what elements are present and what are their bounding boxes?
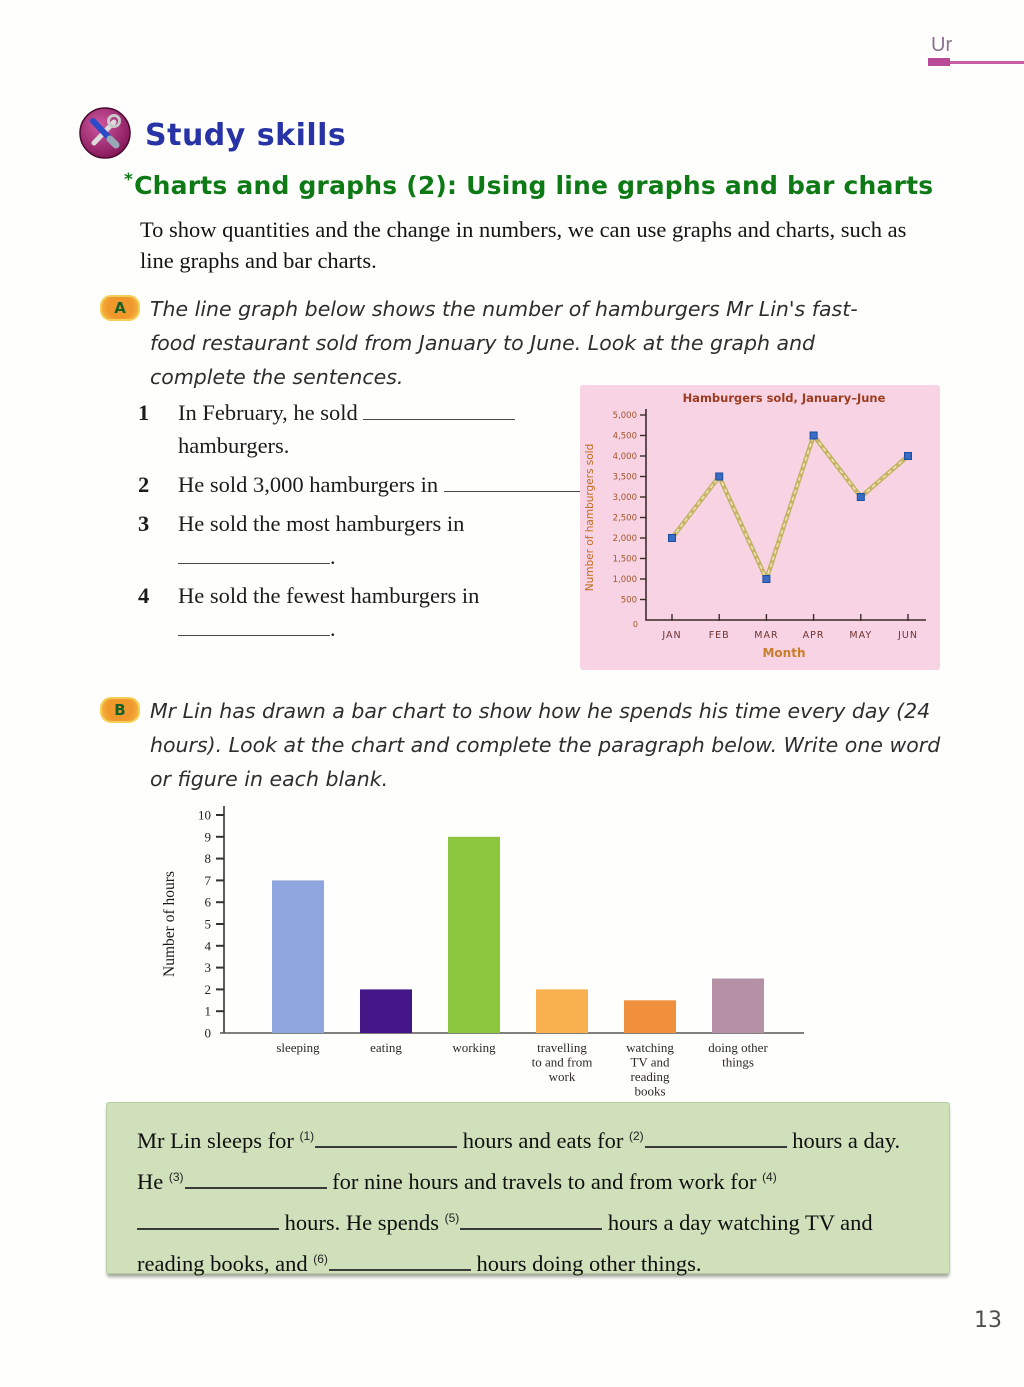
svg-text:doing other: doing other [708, 1040, 768, 1055]
svg-text:2,000: 2,000 [612, 534, 637, 544]
unit-header [928, 34, 1024, 66]
svg-text:0: 0 [632, 620, 638, 629]
svg-text:watching: watching [626, 1040, 674, 1055]
svg-text:books: books [634, 1083, 666, 1099]
svg-text:Month: Month [762, 646, 806, 660]
svg-text:1: 1 [204, 1003, 211, 1019]
unit-rule-block [928, 58, 950, 66]
question-number: 2 [138, 472, 150, 497]
answer-blank [363, 397, 515, 421]
blank-number: (6) [313, 1252, 328, 1266]
svg-text:to and from: to and from [531, 1054, 593, 1070]
svg-text:APR: APR [802, 630, 825, 641]
unit-rule [928, 58, 1024, 66]
answer-blank [185, 1165, 327, 1190]
svg-text:10: 10 [198, 807, 211, 823]
svg-text:JUN: JUN [898, 630, 918, 641]
answer-blank [137, 1206, 279, 1231]
svg-text:work: work [548, 1069, 576, 1084]
blank-number: (5) [444, 1211, 460, 1225]
gap-fill-paragraph: Mr Lin sleeps for $^{(1)}$ hours and eats for $^{(2)}$ hours a day. He $^{(3)}$ for nine hours and travels to and from work for $^{(4)}$ hours. He spends $^{(5)}$ hours a day watching TV and reading books, and $^{(6)}$ hours doing other things. [137, 1118, 905, 1282]
question-item [138, 396, 608, 462]
svg-text:sleeping: sleeping [276, 1040, 320, 1055]
svg-text:1,500: 1,500 [612, 554, 637, 565]
answer-blank [329, 1247, 471, 1272]
unit-rule-line [950, 61, 1024, 64]
svg-text:5,000: 5,000 [612, 411, 637, 421]
paragraph-box [106, 1102, 950, 1274]
heading-asterisk: * [124, 170, 134, 190]
svg-text:reading: reading [630, 1069, 670, 1084]
answer-blank [645, 1124, 787, 1149]
svg-text:MAR: MAR [754, 630, 779, 641]
svg-text:eating: eating [370, 1040, 402, 1055]
svg-text:Number of hours: Number of hours [161, 871, 178, 977]
lesson-heading-text: Charts and graphs (2): Using line graphs and bar charts [134, 171, 934, 200]
svg-text:8: 8 [204, 851, 211, 867]
question-number: 4 [138, 583, 150, 608]
question-text: He sold 3,000 hamburgers in [178, 468, 606, 501]
svg-text:3: 3 [204, 960, 211, 976]
page-number: 13 [974, 1308, 1002, 1333]
question-text: He sold the fewest hamburgers in . [178, 583, 480, 641]
svg-text:6: 6 [204, 894, 211, 910]
svg-text:TV and: TV and [630, 1054, 670, 1070]
svg-text:working: working [452, 1040, 496, 1055]
svg-text:500: 500 [620, 595, 637, 606]
study-skills-header [78, 106, 346, 165]
svg-text:0: 0 [204, 1025, 211, 1041]
answer-blank [460, 1206, 602, 1231]
unit-label: Ur [931, 34, 953, 56]
svg-text:2,500: 2,500 [612, 513, 637, 524]
answer-blank [315, 1124, 457, 1149]
hours-bar-chart [112, 786, 812, 1102]
answer-blank [178, 541, 330, 565]
svg-text:Number of hamburgers sold: Number of hamburgers sold [584, 443, 596, 592]
svg-text:JAN: JAN [662, 630, 682, 641]
svg-text:MAY: MAY [849, 630, 873, 641]
section-b-badge: B [100, 697, 140, 723]
svg-text:9: 9 [204, 829, 211, 845]
section-b [100, 694, 950, 796]
study-skills-title: Study skills [145, 118, 347, 153]
svg-text:3,500: 3,500 [612, 472, 637, 483]
question-list [138, 396, 608, 651]
svg-text:4,000: 4,000 [612, 452, 637, 462]
section-a-badge: A [100, 295, 140, 321]
hamburgers-line-chart [580, 385, 940, 670]
question-number: 1 [138, 400, 150, 425]
question-text: He sold the most hamburgers in . [178, 511, 465, 569]
crossed-tools-icon [78, 106, 132, 165]
answer-blank [444, 469, 596, 493]
question-number: 3 [138, 511, 150, 536]
lesson-heading [124, 170, 933, 200]
blank-number: (3) [168, 1170, 184, 1184]
blank-number: (2) [628, 1129, 644, 1143]
svg-text:3,000: 3,000 [612, 493, 637, 503]
svg-text:5: 5 [204, 916, 211, 932]
section-b-instructions: Mr Lin has drawn a bar chart to show how he spends his time every day (24 hours). Look at the chart and complete the paragraph below. Write one word or figure in each blank. [150, 699, 941, 791]
blank-number: (4) [762, 1170, 777, 1184]
svg-text:Hamburgers sold, January–June: Hamburgers sold, January–June [682, 391, 886, 405]
section-a [100, 292, 866, 394]
answer-blank [178, 613, 330, 637]
question-text: In February, he sold hamburgers. [178, 396, 606, 462]
svg-text:1,000: 1,000 [612, 575, 637, 585]
svg-text:4: 4 [204, 938, 211, 954]
question-item [138, 507, 608, 573]
svg-text:things: things [722, 1054, 754, 1070]
svg-text:FEB: FEB [708, 630, 730, 641]
svg-text:4,500: 4,500 [612, 431, 637, 442]
section-a-instructions: The line graph below shows the number of hamburgers Mr Lin's fast-food restaurant sold from January to June. Look at the graph and complete the sentences. [150, 297, 858, 389]
question-item [138, 468, 608, 501]
intro-paragraph: To show quantities and the change in numbers, we can use graphs and charts, such as line graphs and bar charts. [140, 217, 907, 273]
blank-number: (1) [299, 1129, 315, 1143]
svg-text:travelling: travelling [537, 1040, 587, 1055]
question-item [138, 579, 608, 645]
svg-text:2: 2 [204, 981, 211, 997]
svg-text:7: 7 [204, 872, 211, 888]
